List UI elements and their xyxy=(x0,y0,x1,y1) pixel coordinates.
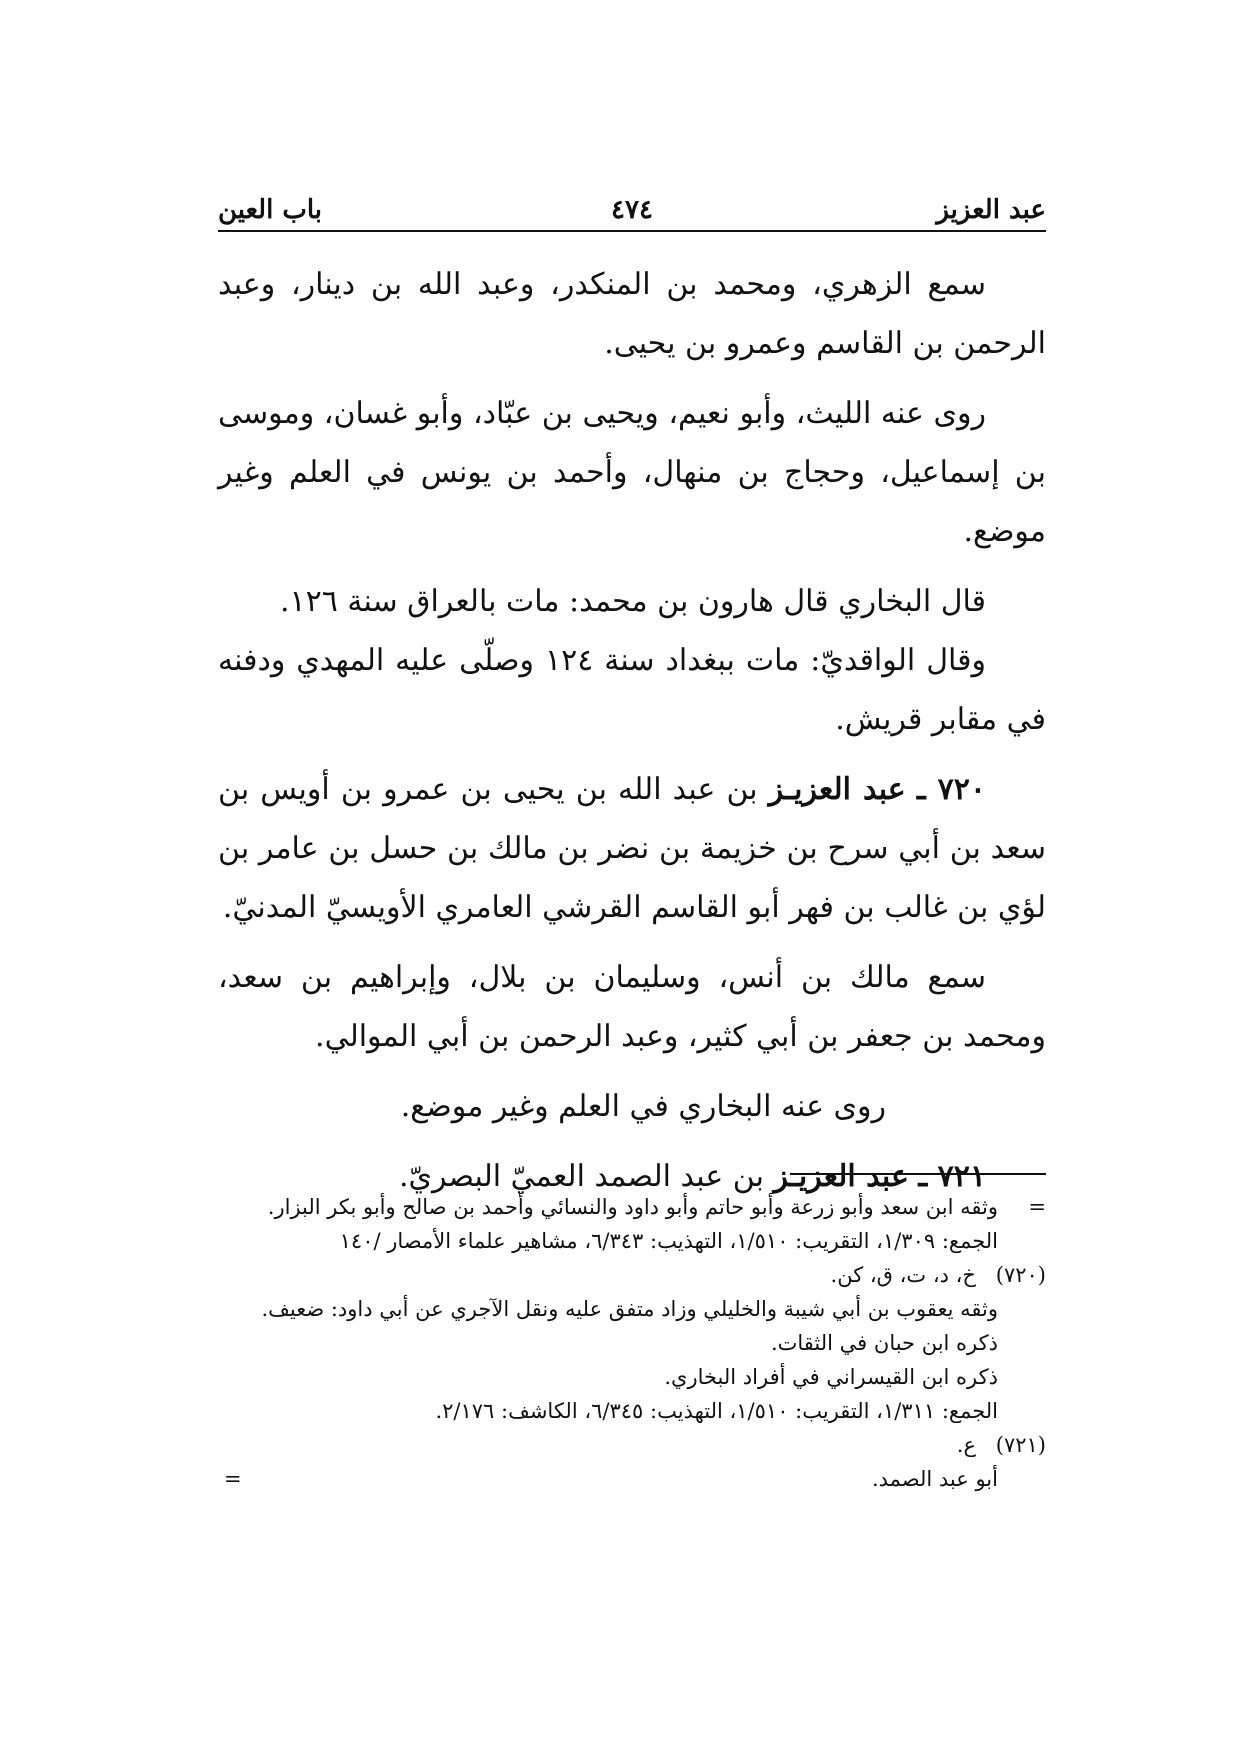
entry-720-number: ٧٢٠ ـ xyxy=(916,772,986,807)
entry-721-lineage: بن عبد الصمد العميّ البصريّ. xyxy=(398,1159,764,1194)
footnote-line: ذكره ابن القيسراني في أفراد البخاري. xyxy=(664,1365,998,1389)
entry-720 xyxy=(218,760,1046,937)
entry-720-lineage: بن عبد الله بن يحيى بن عمرو بن أويس بن سعد بن أبي سرح بن خزيمة بن نضر بن مالك بن حسل بن عامر بن لؤي بن غالب بن فهر أبو القاسم القرشي العامري الأويسيّ المدنيّ. xyxy=(218,772,1046,925)
footnote-line: وثقه يعقوب بن أبي شيبة والخليلي وزاد متفق عليه ونقل الآجري عن أبي داود: ضعيف. xyxy=(261,1297,998,1321)
paragraph-narrated: روى عنه الليث، وأبو نعيم، ويحيى بن عبّاد، وأبو غسان، وموسى بن إسماعيل، وحجاج بن منهال، وأحمد بن يونس في العلم وغير موضع. xyxy=(218,396,1046,549)
page-number: ٤٧٤ xyxy=(611,195,653,225)
footnote-line: ذكره ابن حبان في الثقات. xyxy=(770,1331,998,1355)
entry-721-number: ٧٢١ ـ xyxy=(918,1159,986,1194)
paragraph-narrated-720: روى عنه البخاري في العلم وغير موضع. xyxy=(400,1089,886,1124)
footnote-marker-720: (٧٢٠) xyxy=(995,1263,1046,1287)
continuation-mark: = xyxy=(1028,1195,1046,1219)
footnote-line: (٧٢٠) خ، د، ت، ق، كن. xyxy=(218,1258,1046,1292)
footnote-rule xyxy=(790,1173,1046,1175)
entry-721-name: عبد العزيـز xyxy=(773,1159,909,1194)
paragraph-heard-720: سمع مالك بن أنس، وسليمان بن بلال، وإبراهيم بن سعد، ومحمد بن جعفر بن أبي كثير، وعبد الرحمن بن أبي الموالي. xyxy=(218,960,1046,1054)
header-right: عبد العزيز xyxy=(936,195,1046,225)
footnote-marker-721: (٧٢١) xyxy=(995,1433,1046,1457)
header-rule xyxy=(218,230,1046,232)
footnote-line: الجمع: ١/٣٠٩، التقريب: ١/٥١٠، التهذيب: ٦/٣٤٣، مشاهير علماء الأمصار /١٤٠ xyxy=(339,1229,998,1253)
footnotes xyxy=(218,1190,1046,1496)
running-header xyxy=(218,190,1046,230)
paragraph-waqidi xyxy=(218,631,1046,749)
footnote-line: (٧٢١) ع. xyxy=(218,1428,1046,1462)
main-text xyxy=(218,255,1046,1217)
footnote-line: أبو عبد الصمد. = xyxy=(218,1462,1046,1496)
continuation-mark-end: = xyxy=(224,1467,242,1491)
footnote-line: = وثقه ابن سعد وأبو زرعة وأبو حاتم وأبو داود والنسائي وأحمد بن صالح وأبو بكر البزار. xyxy=(218,1190,1046,1224)
header-left: باب العين xyxy=(218,195,323,225)
footnote-line: الجمع: ١/٣١١، التقريب: ١/٥١٠، التهذيب: ٦/٣٤٥، الكاشف: ٢/١٧٦. xyxy=(435,1399,998,1423)
waqidi-text: وقال الواقديّ: مات ببغداد سنة ١٢٤ وصلّى عليه المهدي ودفنه في مقابر قريش. xyxy=(218,643,1046,737)
entry-720-name: عبد العزيـز xyxy=(768,772,906,807)
paragraph-bukhari: قال البخاري قال هارون بن محمد: مات بالعراق سنة ١٢٦. xyxy=(279,584,986,619)
paragraph-heard: سمع الزهري، ومحمد بن المنكدر، وعبد الله بن دينار، وعبد الرحمن بن القاسم وعمرو بن يحيى. xyxy=(218,267,1046,361)
